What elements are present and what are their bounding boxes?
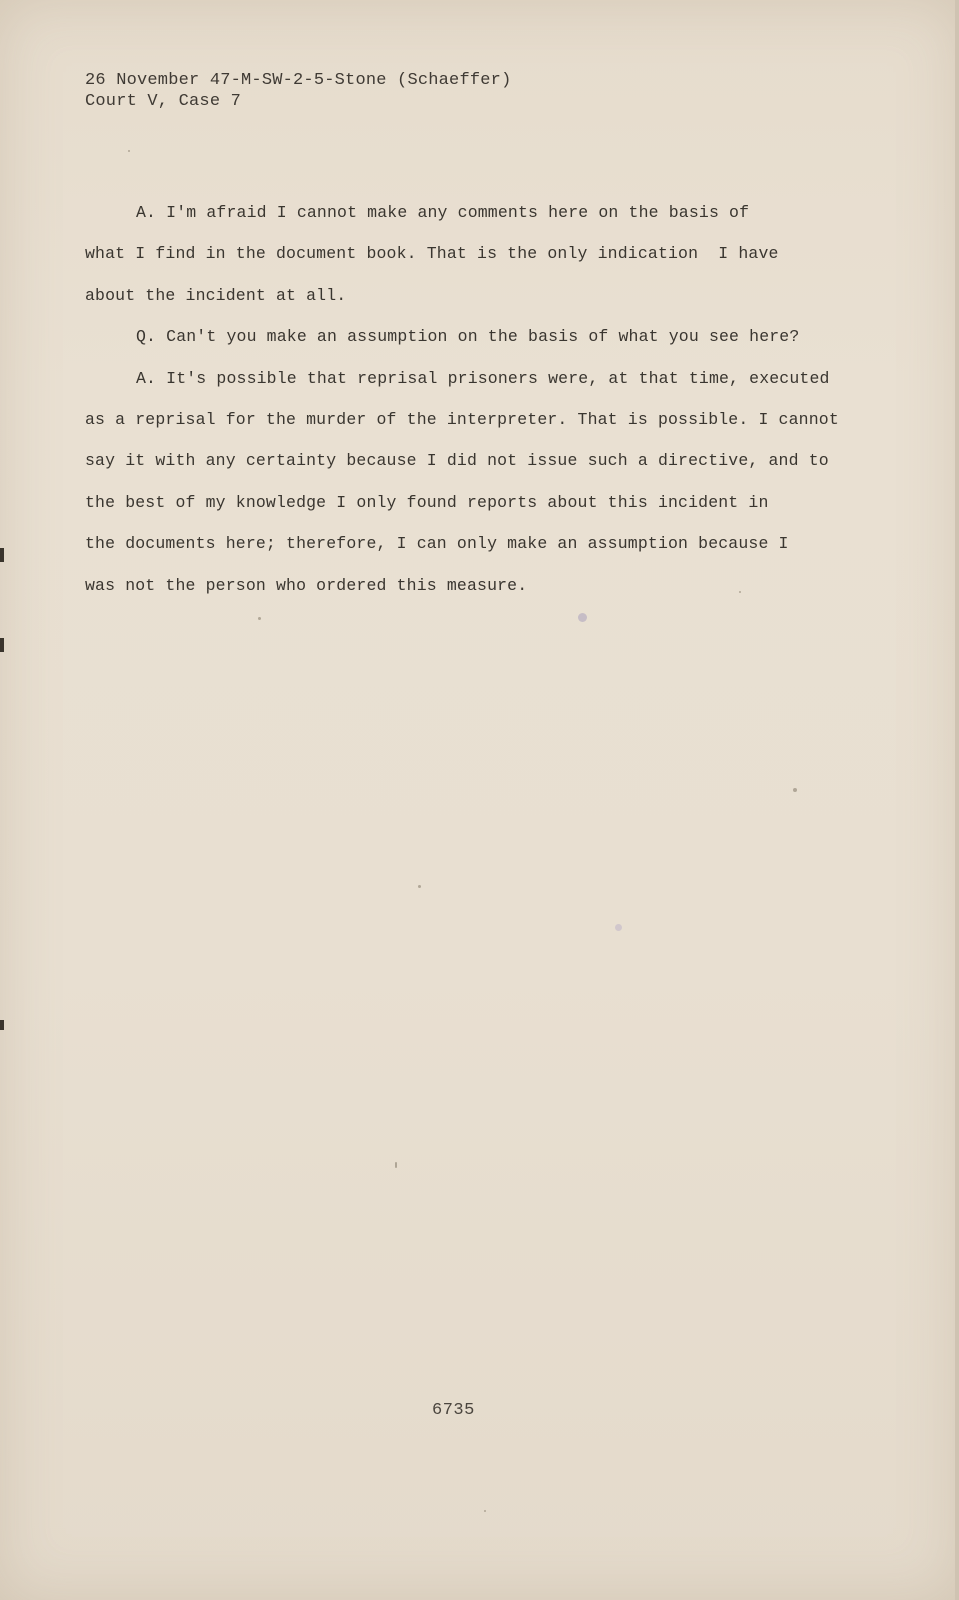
binder-mark	[0, 638, 4, 652]
transcript-line: was not the person who ordered this measure.	[85, 575, 528, 595]
header-court-case: Court V, Case 7	[85, 92, 242, 111]
paper-speck	[258, 617, 261, 620]
transcript-line: say it with any certainty because I did not issue such a directive, and to	[85, 451, 829, 471]
transcript-line: as a reprisal for the murder of the interpreter. That is possible. I cannot	[85, 410, 839, 430]
transcript-line: the documents here; therefore, I can only make an assumption because I	[85, 534, 789, 554]
transcript-line: A. It's possible that reprisal prisoners were, at that time, executed	[136, 368, 830, 388]
transcript-line: the best of my knowledge I only found reports about this incident in	[85, 492, 769, 512]
paper-speck	[128, 150, 130, 152]
transcript-line: what I find in the document book. That is the only indication I have	[85, 244, 779, 264]
page-edge	[955, 0, 959, 1600]
paper-speck	[395, 1162, 397, 1168]
paper-speck	[739, 591, 741, 593]
transcript-line: about the incident at all.	[85, 285, 347, 305]
transcript-line: A. I'm afraid I cannot make any comments here on the basis of	[136, 203, 750, 222]
paper-speck	[578, 613, 587, 622]
transcript-body	[85, 192, 885, 606]
paper-speck	[418, 885, 421, 888]
binder-mark	[0, 1020, 4, 1030]
page-number: 6735	[432, 1401, 475, 1420]
header-date-reference: 26 November 47-M-SW-2-5-Stone (Schaeffer)	[85, 71, 512, 90]
paper-speck	[615, 924, 622, 931]
document-header	[85, 70, 511, 112]
transcript-line: Q. Can't you make an assumption on the basis of what you see here?	[136, 327, 800, 347]
paper-speck	[793, 788, 797, 792]
binder-mark	[0, 548, 4, 562]
paper-speck	[484, 1510, 486, 1512]
